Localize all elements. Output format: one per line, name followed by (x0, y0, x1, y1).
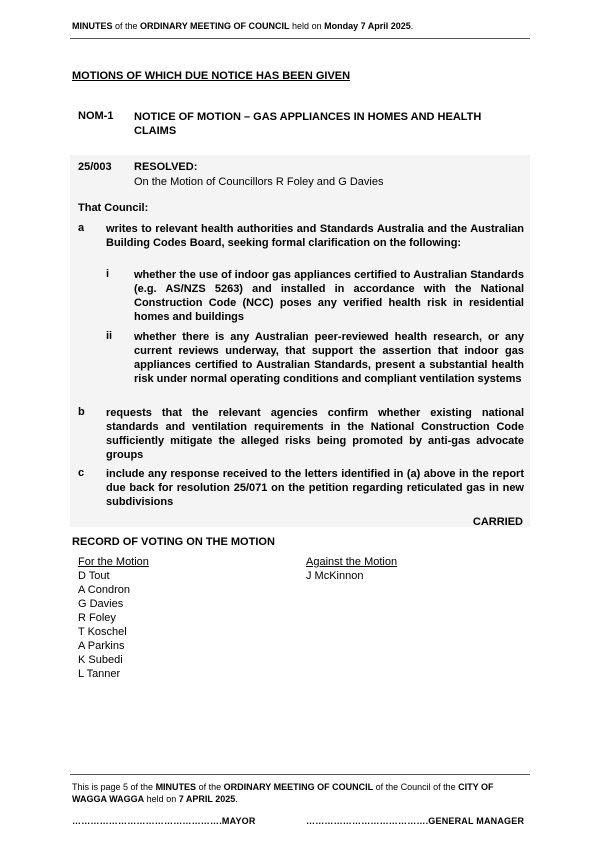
against-column (306, 555, 397, 583)
for-voter: A Parkins (78, 640, 125, 652)
page-footer (72, 781, 530, 805)
footer-page: This is page 5 of the (72, 782, 156, 792)
footer-period: . (235, 794, 238, 804)
subitem-i-text: whether the use of indoor gas appliances certified to Australian Standards (e.g. AS/NZS 5263) and installed in accordance with the National Construction Code (NCC) poses any verified health risk in residential homes and buildings (134, 269, 524, 323)
for-voter: A Condron (78, 584, 130, 596)
general-manager-signature-line: ………………………………….GENERAL MANAGER (306, 816, 525, 826)
footer-meeting: ORDINARY MEETING OF COUNCIL (223, 782, 374, 792)
page-header (72, 21, 413, 31)
resolution-number: 25/003 (78, 161, 112, 173)
item-c-label: c (78, 467, 85, 479)
that-council: That Council: (78, 202, 149, 214)
header-period: . (410, 21, 414, 31)
footer-of: of the (196, 782, 224, 792)
mayor-signature-line: ………………………………………….MAYOR (72, 816, 256, 826)
item-a-text: writes to relevant health authorities and Standards Australia and the Australian Building Codes Board, seeking formal clarification on the following: (106, 223, 524, 249)
footer-city: CITY OF WAGGA WAGGA (72, 782, 494, 804)
header-date: Monday 7 April 2025 (324, 21, 411, 31)
for-column (78, 555, 149, 681)
header-minutes: MINUTES (72, 21, 113, 31)
resolution-mover: On the Motion of Councillors R Foley and G Davies (134, 176, 384, 188)
footer-date: 7 APRIL 2025 (178, 794, 236, 804)
for-voter: D Tout (78, 570, 110, 582)
header-rule (70, 38, 530, 39)
header-held-on: held on (289, 21, 325, 31)
footer-held-on: held on (144, 794, 179, 804)
for-voter: G Davies (78, 598, 124, 610)
item-a-label: a (78, 222, 85, 234)
for-heading: For the Motion (78, 556, 149, 568)
voting-title: RECORD OF VOTING ON THE MOTION (72, 536, 275, 548)
header-meeting: ORDINARY MEETING OF COUNCIL (140, 21, 290, 31)
header-of: of the (112, 21, 141, 31)
footer-council-of: of the Council of the (373, 782, 459, 792)
subitem-ii-text: whether there is any Australian peer-reviewed health research, or any current reviews underway, that support the assertion that indoor gas appliances certified to Australian Standards, present a substantial health risk under normal operating conditions and compliant ventilation systems (134, 331, 524, 385)
subitem-ii-label: ii (106, 330, 113, 342)
for-voter: T Koschel (78, 626, 127, 638)
item-b-label: b (78, 406, 85, 418)
item-b-text: requests that the relevant agencies confirm whether existing national standards and ventilation requirements in the National Construction Code sufficiently mitigate the alleged risks being promoted by anti-gas advocate groups (106, 407, 524, 461)
for-voter: R Foley (78, 612, 116, 624)
footer-rule (70, 774, 530, 775)
against-voter: J McKinnon (306, 570, 364, 582)
subitem-i-label: i (106, 268, 110, 280)
against-heading: Against the Motion (306, 556, 398, 568)
notice-code: NOM-1 (78, 110, 114, 122)
resolution-label: RESOLVED: (134, 161, 198, 173)
for-voter: L Tanner (78, 668, 121, 680)
notice-title: NOTICE OF MOTION – GAS APPLIANCES IN HOMES AND HEALTH CLAIMS (134, 111, 482, 137)
footer-minutes: MINUTES (155, 782, 197, 792)
section-title: MOTIONS OF WHICH DUE NOTICE HAS BEEN GIVEN (72, 70, 351, 82)
outcome-carried: CARRIED (472, 516, 523, 528)
item-c-text: include any response received to the letters identified in (a) above in the report due back for resolution 25/071 on the petition regarding reticulated gas in new subdivisions (106, 468, 524, 508)
for-voter: K Subedi (78, 654, 123, 666)
